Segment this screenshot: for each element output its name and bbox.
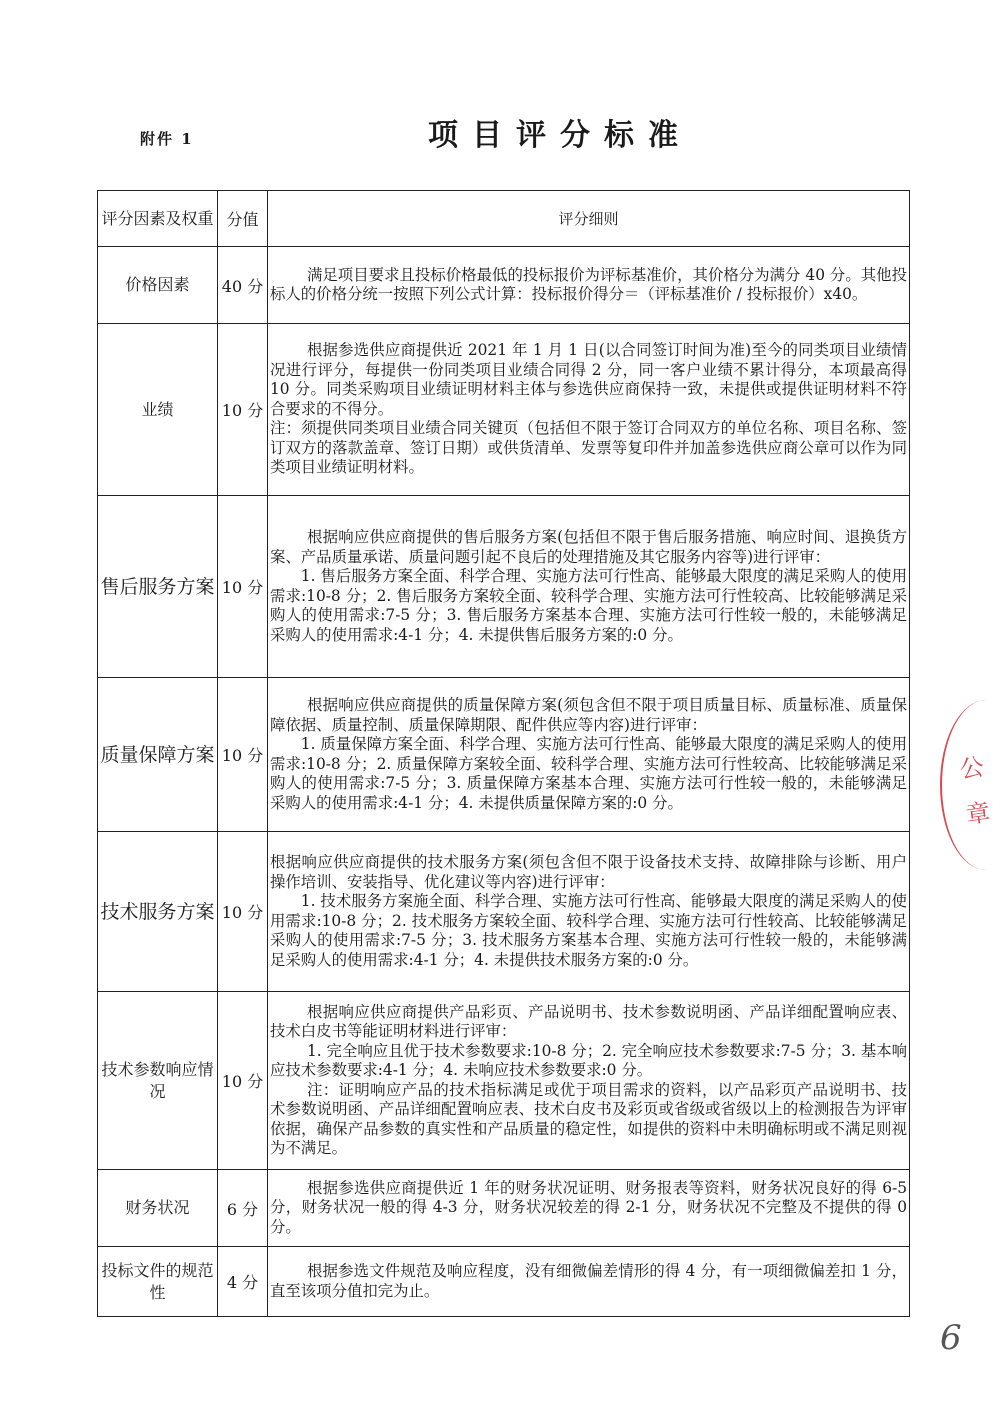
row-score: 10 分: [218, 832, 268, 992]
row-detail: [268, 1170, 910, 1247]
detail-paragraph: 根据响应供应商提供的售后服务方案(包括但不限于售后服务措施、响应时间、退换货方案、产品质量承诺、质量问题引起不良后的处理措施及其它服务内容等)进行评审：: [270, 528, 907, 566]
row-score: 10 分: [218, 324, 268, 496]
table-row: [98, 1170, 910, 1247]
table-row: [98, 678, 910, 832]
row-factor: 财务状况: [98, 1170, 218, 1247]
table-row: [98, 496, 910, 678]
row-factor: 技术参数响应情况: [98, 992, 218, 1170]
detail-paragraph: 根据参选供应商提供近 1 年的财务状况证明、财务报表等资料，财务状况良好的得 6-5 分，财务状况一般的得 4-3 分，财务状况较差的得 2-1 分，财务状况不完整及不提供的得 0 分。: [270, 1178, 907, 1236]
row-detail: [268, 1247, 910, 1317]
row-score: 6 分: [218, 1170, 268, 1247]
detail-paragraph: 根据响应供应商提供产品彩页、产品说明书、技术参数说明函、产品详细配置响应表、技术白皮书等能证明材料进行评审：: [270, 1002, 907, 1040]
row-factor: 业绩: [98, 324, 218, 496]
row-factor: 技术服务方案: [98, 832, 218, 992]
detail-paragraph: 根据参选文件规范及响应程度，没有细微偏差情形的得 4 分，有一项细微偏差扣 1 分，直至该项分值扣完为止。: [270, 1262, 907, 1300]
row-score: 10 分: [218, 496, 268, 678]
document-title: 项目评分标准: [428, 118, 692, 153]
page-number: 6: [940, 1318, 962, 1358]
detail-note: 注：须提供同类项目业绩合同关键页（包括但不限于签订合同双方的单位名称、项目名称、签订双方的落款盖章、签订日期）或供货清单、发票等复印件并加盖参选供应商公章可以作为同类项目业绩证明材料。: [270, 419, 907, 477]
detail-paragraph: 满足项目要求且投标价格最低的投标报价为评标基准价，其价格分为满分 40 分。其他投标人的价格分统一按照下列公式计算：投标报价得分＝（评标基准价 / 投标报价）x40。: [270, 265, 907, 303]
row-detail: [268, 496, 910, 678]
row-score: 40 分: [218, 247, 268, 324]
row-detail: [268, 832, 910, 992]
attachment-label: 附件 1: [140, 130, 194, 148]
table-header-row: [98, 191, 910, 247]
row-detail: [268, 992, 910, 1170]
detail-paragraph: 1. 技术服务方案施全面、科学合理、实施方法可行性高、能够最大限度的满足采购人的使用需求:10-8 分；2. 技术服务方案较全面、较科学合理、实施方法可行性较高、比较能够满足采购人的使用需求:7-5 分；3. 技术服务方案基本合理、实施方法可行性较一般的，未能够满足采购人的使用需求:4-1 分；4. 未提供技术服务方案的:0 分。: [270, 892, 907, 969]
table-row: [98, 992, 910, 1170]
row-score: 4 分: [218, 1247, 268, 1317]
row-score: 10 分: [218, 992, 268, 1170]
detail-note: 注：证明响应产品的技术指标满足或优于项目需求的资料，以产品彩页产品说明书、技术参数说明函、产品详细配置响应表、技术白皮书及彩页或省级或省级以上的检测报告为评审依据，确保产品参数的真实性和产品质量的稳定性，如提供的资料中未明确标明或不满足则视为不满足。: [270, 1080, 907, 1157]
row-score: 10 分: [218, 678, 268, 832]
scoring-table: [97, 190, 910, 1317]
row-factor: 价格因素: [98, 247, 218, 324]
detail-paragraph: 根据响应供应商提供的质量保障方案(须包含但不限于项目质量目标、质量标准、质量保障依据、质量控制、质量保障期限、配件供应等内容)进行评审：: [270, 696, 907, 734]
detail-paragraph: 1. 质量保障方案全面、科学合理、实施方法可行性高、能够最大限度的满足采购人的使用需求:10-8 分；2. 质量保障方案较全面、较科学合理、实施方法可行性较高、比较能够满足采购人的使用需求:7-5 分；3. 质量保障方案基本合理、实施方法可行性较一般的，未能够满足采购人的使用需求:4-1 分；4. 未提供质量保障方案的:0 分。: [270, 735, 907, 812]
detail-paragraph: 1. 售后服务方案全面、科学合理、实施方法可行性高、能够最大限度的满足采购人的使用需求:10-8 分；2. 售后服务方案较全面、较科学合理、实施方法可行性较高、比较能够满足采购人的使用需求:7-5 分；3. 售后服务方案基本合理、实施方法可行性较一般的，未能够满足采购人的使用需求:4-1 分；4. 未提供售后服务方案的:0 分。: [270, 567, 907, 644]
row-factor: 投标文件的规范性: [98, 1247, 218, 1317]
row-factor: 售后服务方案: [98, 496, 218, 678]
table-row: [98, 832, 910, 992]
row-detail: [268, 247, 910, 324]
header-detail: 评分细则: [268, 191, 910, 247]
seal-text: 公章: [957, 752, 993, 830]
row-detail: [268, 324, 910, 496]
header-score: 分值: [218, 191, 268, 247]
header-factor: 评分因素及权重: [98, 191, 218, 247]
detail-paragraph: 根据参选供应商提供近 2021 年 1 月 1 日(以合同签订时间为准)至今的同类项目业绩情况进行评分，每提供一份同类项目业绩合同得 2 分，同一客户业绩不累计得分，本项最高得 10 分。同类采购项目业绩证明材料主体与参选供应商保持一致，未提供或提供证明材料不符合要求的不得分。: [270, 341, 907, 418]
table-row: [98, 247, 910, 324]
detail-paragraph: 根据响应供应商提供的技术服务方案(须包含但不限于设备技术支持、故障排除与诊断、用户操作培训、安装指导、优化建议等内容)进行评审：: [270, 853, 907, 891]
row-detail: [268, 678, 910, 832]
table-row: [98, 324, 910, 496]
table-row: [98, 1247, 910, 1317]
row-factor: 质量保障方案: [98, 678, 218, 832]
detail-paragraph: 1. 完全响应且优于技术参数要求:10-8 分；2. 完全响应技术参数要求:7-5 分；3. 基本响应技术参数要求:4-1 分；4. 未响应技术参数要求:0 分。: [270, 1041, 907, 1079]
